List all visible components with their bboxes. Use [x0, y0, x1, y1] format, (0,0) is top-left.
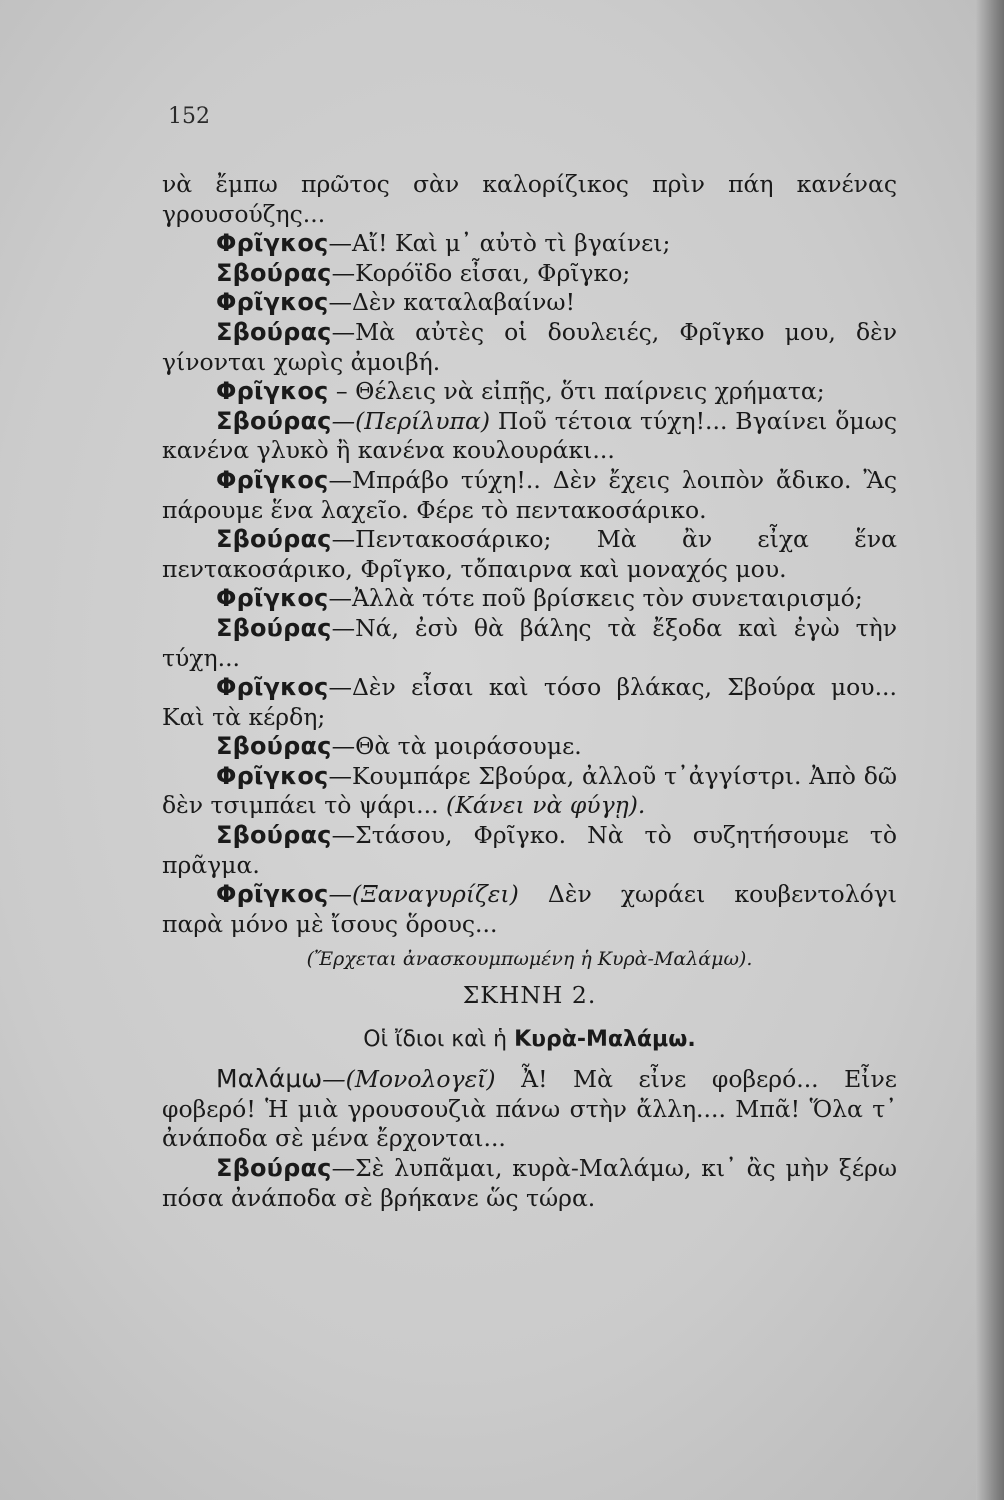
speaker-name: Σβούρας: [216, 317, 332, 346]
speaker-name: Μαλάμω: [216, 1064, 323, 1094]
speaker-name: Φρῖγκος: [216, 288, 329, 317]
dialogue-line-15: Φρῖγκος—(Ξαναγυρίζει) Δὲν χωράει κουβεντολόγι παρὰ μόνο μὲ ἴσους ὅρους...: [162, 880, 897, 938]
dialogue-line-4: Σβούρας—Μὰ αὐτὲς οἱ δουλειές, Φρῖγκο μου, δὲν γίνονται χωρὶς ἀμοιβή.: [162, 317, 897, 376]
dialogue-line-7: Φρῖγκος—Μπράβο τύχη!.. Δὲν ἔχεις λοιπὸν ἄδικο. Ἂς πάρουμε ἕνα λαχεῖο. Φέρε τὸ πεντακοσάρικο.: [162, 465, 897, 524]
stage-direction-inline: (Κάνει νὰ φύγῃ).: [446, 791, 646, 820]
dialogue-line-11: Φρῖγκος—Δὲν εἶσαι καὶ τόσο βλάκας, Σβούρα μου... Καὶ τὰ κέρδη;: [162, 673, 897, 731]
speaker-name: Σβούρας: [216, 406, 332, 435]
dialogue-line-5: Φρῖγκος – Θέλεις νὰ εἰπῇς, ὅτι παίρνεις χρήματα;: [216, 377, 825, 406]
speaker-name: Σβούρας: [216, 732, 332, 761]
speaker-name: Φρῖγκος: [216, 229, 329, 258]
speaker-name: Σβούρας: [216, 525, 332, 554]
stage-direction: (Ἔρχεται ἀνασκουμπωμένη ἡ Κυρὰ-Μαλάμω).: [306, 948, 753, 971]
speaker-name: Σβούρας: [216, 258, 332, 287]
speaker-name: Φρῖγκος: [216, 465, 329, 494]
speaker-name: Φρῖγκος: [216, 584, 329, 613]
page-edge-shadow: [976, 0, 1004, 1500]
dialogue-line-8: Σβούρας—Πεντακοσάρικο; Μὰ ἂν εἶχα ἕνα πεντακοσάρικο, Φρῖγκο, τὄπαιρνα καὶ μοναχός μου.: [162, 525, 897, 583]
scene-dialogue-line-1: Σβούρας—Σὲ λυπᾶμαι, κυρὰ-Μαλάμω, κι᾽ ἂς μὴν ξέρω πόσα ἀνάποδα σὲ βρήκανε ὥς τώρα.: [162, 1154, 897, 1212]
text-line-0: νὰ ἔμπω πρῶτος σὰν καλορίζικος πρὶν πάη κανένας γρουσούζης...: [162, 170, 897, 228]
speaker-name: Σβούρας: [216, 821, 332, 850]
speaker-name: Φρῖγκος: [216, 673, 329, 702]
speaker-name: Φρῖγκος: [216, 761, 329, 790]
speaker-name: Σβούρας: [216, 613, 332, 642]
stage-direction-inline: —(Ξαναγυρίζει): [328, 880, 519, 909]
speaker-name: Φρῖγκος: [216, 880, 329, 909]
dialogue-line-9: Φρῖγκος—Ἀλλὰ τότε ποῦ βρίσκεις τὸν συνεταιρισμό;: [216, 584, 863, 613]
scene-cast: Οἱ ἴδιοι καὶ ἡ Κυρὰ-Μαλάμω.: [363, 1026, 696, 1052]
dialogue-line-2: Σβούρας—Κορόϊδο εἶσαι, Φρῖγκο;: [216, 258, 631, 287]
dialogue-line-13: Φρῖγκος—Κουμπάρε Σβούρα, ἀλλοῦ τ᾽ἀγγίστρι. Ἀπὸ δῶ δὲν τσιμπάει τὸ ψάρι... (Κάνει νὰ φύγῃ).: [162, 761, 897, 820]
dialogue-line-12: Σβούρας—Θὰ τὰ μοιράσουμε.: [216, 732, 582, 761]
dialogue-line-14: Σβούρας—Στάσου, Φρῖγκο. Νὰ τὸ συζητήσουμε τὸ πρᾶγμα.: [162, 821, 897, 879]
speaker-name: Σβούρας: [216, 1154, 332, 1182]
dialogue-line-6: Σβούρας—(Περίλυπα) Ποῦ τέτοια τύχη!... Βγαίνει ὅμως κανένα γλυκὸ ἢ κανένα κουλουράκι...: [162, 406, 897, 465]
page-number: 152: [168, 104, 210, 129]
dialogue-line-10: Σβούρας—Νά, ἐσὺ θὰ βάλης τὰ ἔξοδα καὶ ἐγὼ τὴν τύχη...: [162, 613, 897, 672]
play-text: [162, 170, 897, 1213]
stage-direction-inline: —(Μονολογεῖ): [322, 1065, 496, 1094]
stage-direction-inline: —(Περίλυπα): [331, 406, 491, 435]
speaker-name: Φρῖγκος: [216, 377, 329, 406]
scene-title: ΣΚΗΝΗ 2.: [462, 981, 597, 1010]
dialogue-line-3: Φρῖγκος—Δὲν καταλαβαίνω!: [216, 288, 576, 317]
dialogue-line-1: Φρῖγκος—Αἴ! Καὶ μ᾽ αὐτὸ τὶ βγαίνει;: [216, 229, 671, 258]
scene-dialogue-line-0: Μαλάμω—(Μονολογεῖ) Ἆ! Μὰ εἶνε φοβερό... Εἶνε φοβερό! Ἡ μιὰ γρουσουζιὰ πάνω στὴν ἄλλη.... Μπᾶ! Ὅλα τ᾽ ἀνάποδα σὲ μένα ἔρχονται...: [162, 1064, 897, 1153]
